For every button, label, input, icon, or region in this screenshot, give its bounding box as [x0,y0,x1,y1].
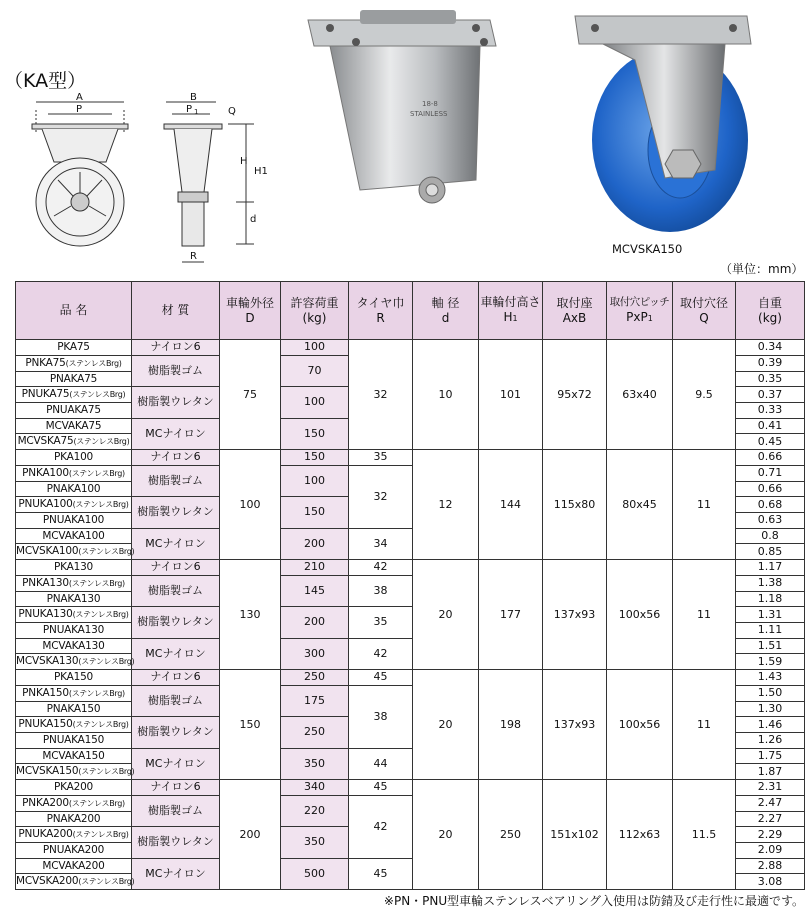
bearing-note: (ステンレスBrg) [78,877,135,886]
material: MCナイロン [132,858,220,890]
material: 樹脂製ウレタン [132,607,220,639]
load-capacity: 220 [281,795,349,827]
plate-text-2: STAINLESS [410,110,448,118]
bearing-note: (ステンレスBrg) [73,437,130,446]
model-name: PNAKA130 [16,591,132,607]
wheel-height: 101 [479,340,543,450]
material: 樹脂製ウレタン [132,717,220,749]
dim-h1-label: H1 [254,166,268,177]
hole-diameter: 9.5 [673,340,736,450]
bearing-note: (ステンレスBrg) [68,578,125,588]
model-name: PNKA130(ステンレスBrg) [16,575,132,591]
hole-diameter: 11 [673,560,736,670]
table-row [16,560,805,576]
tire-width: 32 [349,465,413,528]
table-row [16,340,805,356]
dim-a-label: A [76,92,83,103]
weight: 2.09 [736,843,805,859]
model-name: MCVAKA100 [16,528,132,544]
weight: 1.11 [736,623,805,639]
column-header: 取付座 AxB [543,282,607,340]
shaft-diameter: 12 [413,450,479,560]
dim-h-label: H [240,156,248,167]
model-name: PNKA150(ステンレスBrg) [16,685,132,701]
weight: 2.27 [736,811,805,827]
tire-width: 34 [349,528,413,560]
model-name: PKA150 [16,670,132,686]
bearing-note: (ステンレスBrg) [72,500,129,509]
weight: 0.71 [736,465,805,481]
load-capacity: 500 [281,858,349,890]
bearing-note: (ステンレスBrg) [72,830,129,839]
weight: 2.31 [736,780,805,796]
hole-pitch: 100x56 [607,560,673,670]
table-row [16,450,805,466]
weight: 2.88 [736,858,805,874]
bearing-note: (ステンレスBrg) [78,767,135,776]
bearing-note: (ステンレスBrg) [69,390,126,399]
tire-width: 45 [349,780,413,796]
wheel-diameter: 130 [220,560,281,670]
weight: 0.41 [736,418,805,434]
tire-width: 38 [349,685,413,748]
material: MCナイロン [132,638,220,670]
weight: 0.63 [736,513,805,529]
bearing-note: (ステンレスBrg) [68,688,125,698]
shaft-diameter: 20 [413,670,479,780]
model-name: PNAKA75 [16,371,132,387]
model-name: PNAKA200 [16,811,132,827]
column-header: 車輪外径 D [220,282,281,340]
weight: 1.51 [736,638,805,654]
table-row [16,670,805,686]
dim-q-label: Q [228,106,236,117]
model-name: MCVAKA130 [16,638,132,654]
load-capacity: 340 [281,780,349,796]
tire-width: 45 [349,670,413,686]
load-capacity: 300 [281,638,349,670]
weight: 1.30 [736,701,805,717]
caster-photo-stainless [300,0,500,220]
tire-width: 42 [349,795,413,858]
weight: 0.39 [736,355,805,371]
dimension-drawing [14,92,268,269]
dim-b-label: B [190,92,197,103]
column-header: タイヤ巾 R [349,282,413,340]
weight: 1.46 [736,717,805,733]
table-header-row [16,282,805,340]
column-header: 取付穴ピッチ PxP1 [607,282,673,340]
model-name: PNUKA200(ステンレスBrg) [16,827,132,843]
model-name: PNUAKA130 [16,623,132,639]
model-name: PNUAKA75 [16,403,132,419]
shaft-diameter: 10 [413,340,479,450]
model-name: PNUAKA150 [16,733,132,749]
model-name: MCVAKA150 [16,748,132,764]
dim-p1-label: P [186,104,193,115]
bearing-note: (ステンレスBrg) [72,610,129,619]
load-capacity: 200 [281,607,349,639]
weight: 2.29 [736,827,805,843]
material: MCナイロン [132,528,220,560]
column-header: 取付穴径 Q [673,282,736,340]
weight: 0.33 [736,403,805,419]
material: 樹脂製ウレタン [132,497,220,529]
material: 樹脂製ウレタン [132,387,220,419]
wheel-diameter: 75 [220,340,281,450]
model-name: MCVSKA100(ステンレスBrg) [16,544,132,560]
model-name: PNAKA100 [16,481,132,497]
column-header: 材 質 [132,282,220,340]
model-name: PNKA200(ステンレスBrg) [16,795,132,811]
unit-note: （単位：mm） [720,262,804,276]
wheel-height: 198 [479,670,543,780]
column-header: 自重 (kg) [736,282,805,340]
caster-photo-blue-wheel [555,0,755,240]
load-capacity: 250 [281,717,349,749]
mounting-base: 95x72 [543,340,607,450]
material: 樹脂製ゴム [132,795,220,827]
plate-text-1: 18-8 [422,100,438,108]
material: ナイロン6 [132,560,220,576]
spec-table [15,281,805,890]
weight: 1.59 [736,654,805,670]
load-capacity: 150 [281,450,349,466]
weight: 1.17 [736,560,805,576]
shaft-diameter: 20 [413,780,479,890]
weight: 2.47 [736,795,805,811]
weight: 0.85 [736,544,805,560]
material: 樹脂製ゴム [132,355,220,387]
weight: 1.26 [736,733,805,749]
bearing-note: (ステンレスBrg) [68,798,125,808]
model-name: MCVAKA75 [16,418,132,434]
column-header: 品 名 [16,282,132,340]
model-name: PNUKA75(ステンレスBrg) [16,387,132,403]
weight: 1.18 [736,591,805,607]
model-name: PNKA100(ステンレスBrg) [16,465,132,481]
model-name: PNUAKA100 [16,513,132,529]
model-name: PNAKA150 [16,701,132,717]
wheel-diameter: 100 [220,450,281,560]
model-name: PNUKA150(ステンレスBrg) [16,717,132,733]
dim-p-label: P [76,104,83,115]
model-name: PKA130 [16,560,132,576]
load-capacity: 150 [281,497,349,529]
mounting-base: 137x93 [543,560,607,670]
tire-width: 38 [349,575,413,607]
dim-r-label: R [190,251,197,262]
model-name: PNUAKA200 [16,843,132,859]
type-label: （KA型） [4,70,87,92]
tire-width: 42 [349,638,413,670]
load-capacity: 150 [281,418,349,450]
wheel-height: 177 [479,560,543,670]
wheel-diameter: 200 [220,780,281,890]
material: ナイロン6 [132,450,220,466]
weight: 1.50 [736,685,805,701]
shaft-diameter: 20 [413,560,479,670]
weight: 1.43 [736,670,805,686]
weight: 1.75 [736,748,805,764]
weight: 1.38 [736,575,805,591]
load-capacity: 210 [281,560,349,576]
model-name: PKA100 [16,450,132,466]
hole-diameter: 11.5 [673,780,736,890]
model-name: PKA75 [16,340,132,356]
dim-p1-sub: 1 [194,108,199,116]
model-name: MCVSKA200(ステンレスBrg) [16,874,132,890]
material: ナイロン6 [132,780,220,796]
wheel-height: 144 [479,450,543,560]
model-name: MCVSKA75(ステンレスBrg) [16,434,132,450]
footnote: ※PN・PNU型車輪ステンレスベアリング入使用は防錆及び走行性に最適です。 [383,894,804,908]
material: MCナイロン [132,748,220,780]
column-header: 許容荷重 (kg) [281,282,349,340]
tire-width: 32 [349,340,413,450]
wheel-diameter: 150 [220,670,281,780]
bearing-note: (ステンレスBrg) [78,657,135,666]
bearing-note: (ステンレスBrg) [68,468,125,478]
load-capacity: 350 [281,827,349,859]
bearing-note: (ステンレスBrg) [78,547,135,556]
load-capacity: 200 [281,528,349,560]
load-capacity: 350 [281,748,349,780]
model-name: MCVSKA150(ステンレスBrg) [16,764,132,780]
tire-width: 35 [349,450,413,466]
load-capacity: 100 [281,340,349,356]
material: 樹脂製ゴム [132,685,220,717]
hole-diameter: 11 [673,670,736,780]
hole-pitch: 63x40 [607,340,673,450]
wheel-height: 250 [479,780,543,890]
hole-diameter: 11 [673,450,736,560]
weight: 3.08 [736,874,805,890]
load-capacity: 250 [281,670,349,686]
tire-width: 42 [349,560,413,576]
weight: 0.68 [736,497,805,513]
model-name: PNUKA130(ステンレスBrg) [16,607,132,623]
material: ナイロン6 [132,340,220,356]
load-capacity: 175 [281,685,349,717]
model-name: MCVAKA200 [16,858,132,874]
model-name: PKA200 [16,780,132,796]
material: 樹脂製ゴム [132,465,220,497]
load-capacity: 100 [281,465,349,497]
tire-width: 45 [349,858,413,890]
weight: 0.66 [736,481,805,497]
hole-pitch: 112x63 [607,780,673,890]
weight: 0.37 [736,387,805,403]
mounting-base: 137x93 [543,670,607,780]
weight: 0.8 [736,528,805,544]
material: ナイロン6 [132,670,220,686]
weight: 1.31 [736,607,805,623]
load-capacity: 145 [281,575,349,607]
weight: 0.34 [736,340,805,356]
bearing-note: (ステンレスBrg) [72,720,129,729]
photo-caption: MCVSKA150 [612,242,683,256]
bearing-note: (ステンレスBrg) [65,358,122,368]
mounting-base: 115x80 [543,450,607,560]
material: 樹脂製ゴム [132,575,220,607]
weight: 0.66 [736,450,805,466]
load-capacity: 100 [281,387,349,419]
column-header: 軸 径 d [413,282,479,340]
mounting-base: 151x102 [543,780,607,890]
model-name: MCVSKA130(ステンレスBrg) [16,654,132,670]
table-row [16,780,805,796]
model-name: PNKA75(ステンレスBrg) [16,355,132,371]
hole-pitch: 80x45 [607,450,673,560]
model-name: PNUKA100(ステンレスBrg) [16,497,132,513]
weight: 1.87 [736,764,805,780]
tire-width: 35 [349,607,413,639]
weight: 0.35 [736,371,805,387]
column-header: 車輪付高さ H1 [479,282,543,340]
weight: 0.45 [736,434,805,450]
load-capacity: 70 [281,355,349,387]
dim-d-label: d [250,214,257,225]
material: MCナイロン [132,418,220,450]
hole-pitch: 100x56 [607,670,673,780]
tire-width: 44 [349,748,413,780]
material: 樹脂製ウレタン [132,827,220,859]
